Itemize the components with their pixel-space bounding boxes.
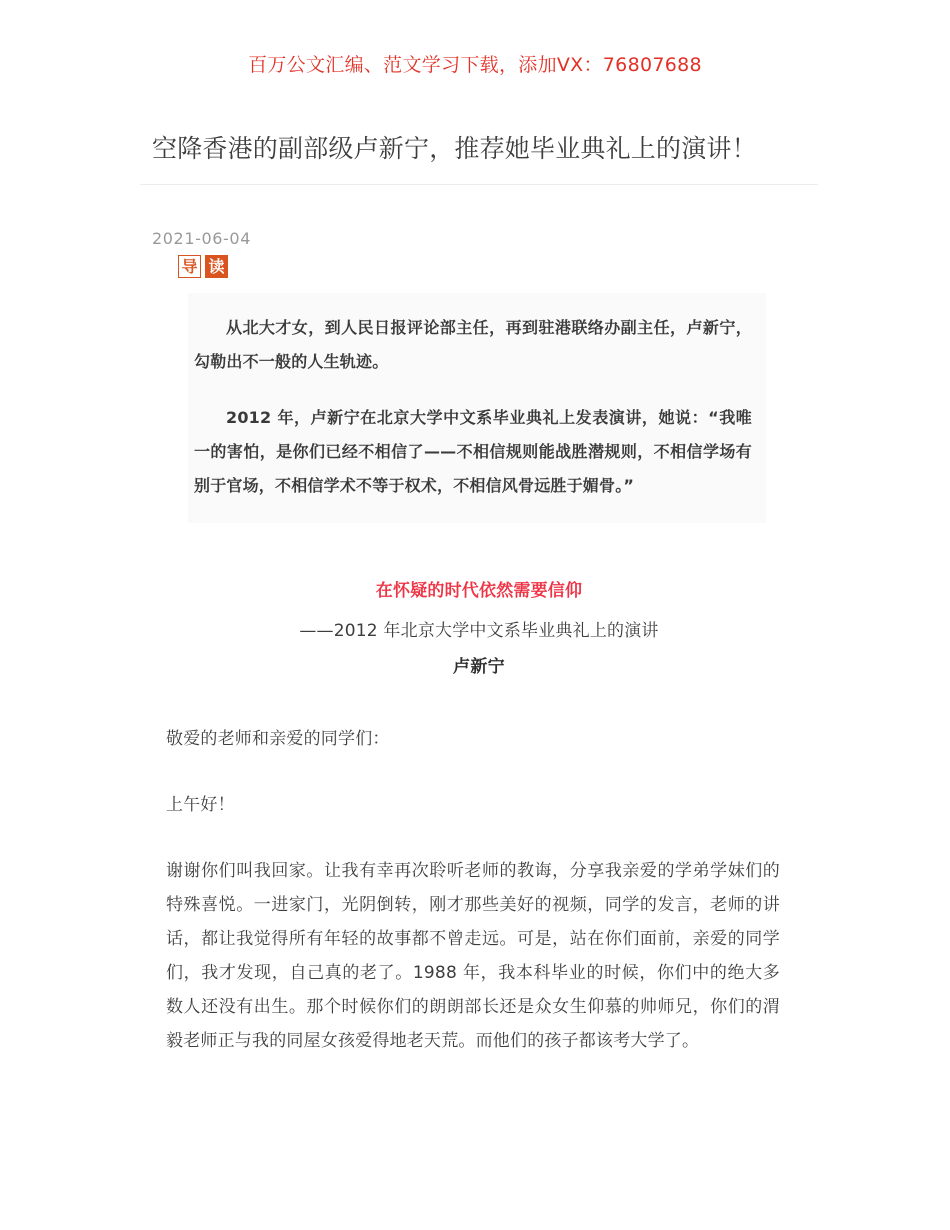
body-paragraph: 敬爱的老师和亲爱的同学们： — [166, 729, 390, 749]
intro-paragraph: 2012 年，卢新宁在北京大学中文系毕业典礼上发表演讲，她说：“我唯一的害怕，是你们已经不相信了——不相信规则能战胜潜规则，不相信学场有别于官场，不相信学术不等于权术，不相信风骨远胜于媚骨。” — [194, 408, 752, 495]
title-divider — [140, 184, 818, 185]
intro-paragraph: 从北大才女，到人民日报评论部主任，再到驻港联络办副主任，卢新宁，勾勒出不一般的人生轨迹。 — [194, 318, 752, 371]
speech-author: 卢新宁 — [453, 657, 505, 677]
guide-badge-char-1: 导 — [178, 255, 201, 278]
body-paragraph: 上午好！ — [166, 795, 235, 815]
speech-subtitle: ——2012 年北京大学中文系毕业典礼上的演讲 — [299, 621, 659, 641]
speech-title: 在怀疑的时代依然需要信仰 — [375, 581, 583, 601]
page-title: 空降香港的副部级卢新宁，推荐她毕业典礼上的演讲！ — [152, 134, 757, 163]
promo-banner: 百万公文汇编、范文学习下载，添加VX：76807688 — [248, 54, 702, 76]
speech-heading-block — [140, 578, 818, 680]
guide-badge — [178, 255, 228, 278]
intro-summary-box — [188, 293, 766, 523]
guide-badge-char-2: 读 — [205, 255, 228, 278]
article-body — [166, 722, 780, 1058]
article-date: 2021-06-04 — [152, 229, 251, 248]
body-paragraph: 谢谢你们叫我回家。让我有幸再次聆听老师的教诲，分享我亲爱的学弟学妹们的特殊喜悦。一进家门，光阴倒转，刚才那些美好的视频，同学的发言，老师的讲话，都让我觉得所有年轻的故事都不曾走远。可是，站在你们面前，亲爱的同学们，我才发现，自己真的老了。1988 年，我本科毕业的时候，你们中的绝大多数人还没有出生。那个时候你们的朗朗部长还是众女生仰慕的帅师兄，你们的渭毅老师正与我的同屋女孩爱得地老天荒。而他们的孩子都该考大学了。 — [166, 861, 780, 1051]
